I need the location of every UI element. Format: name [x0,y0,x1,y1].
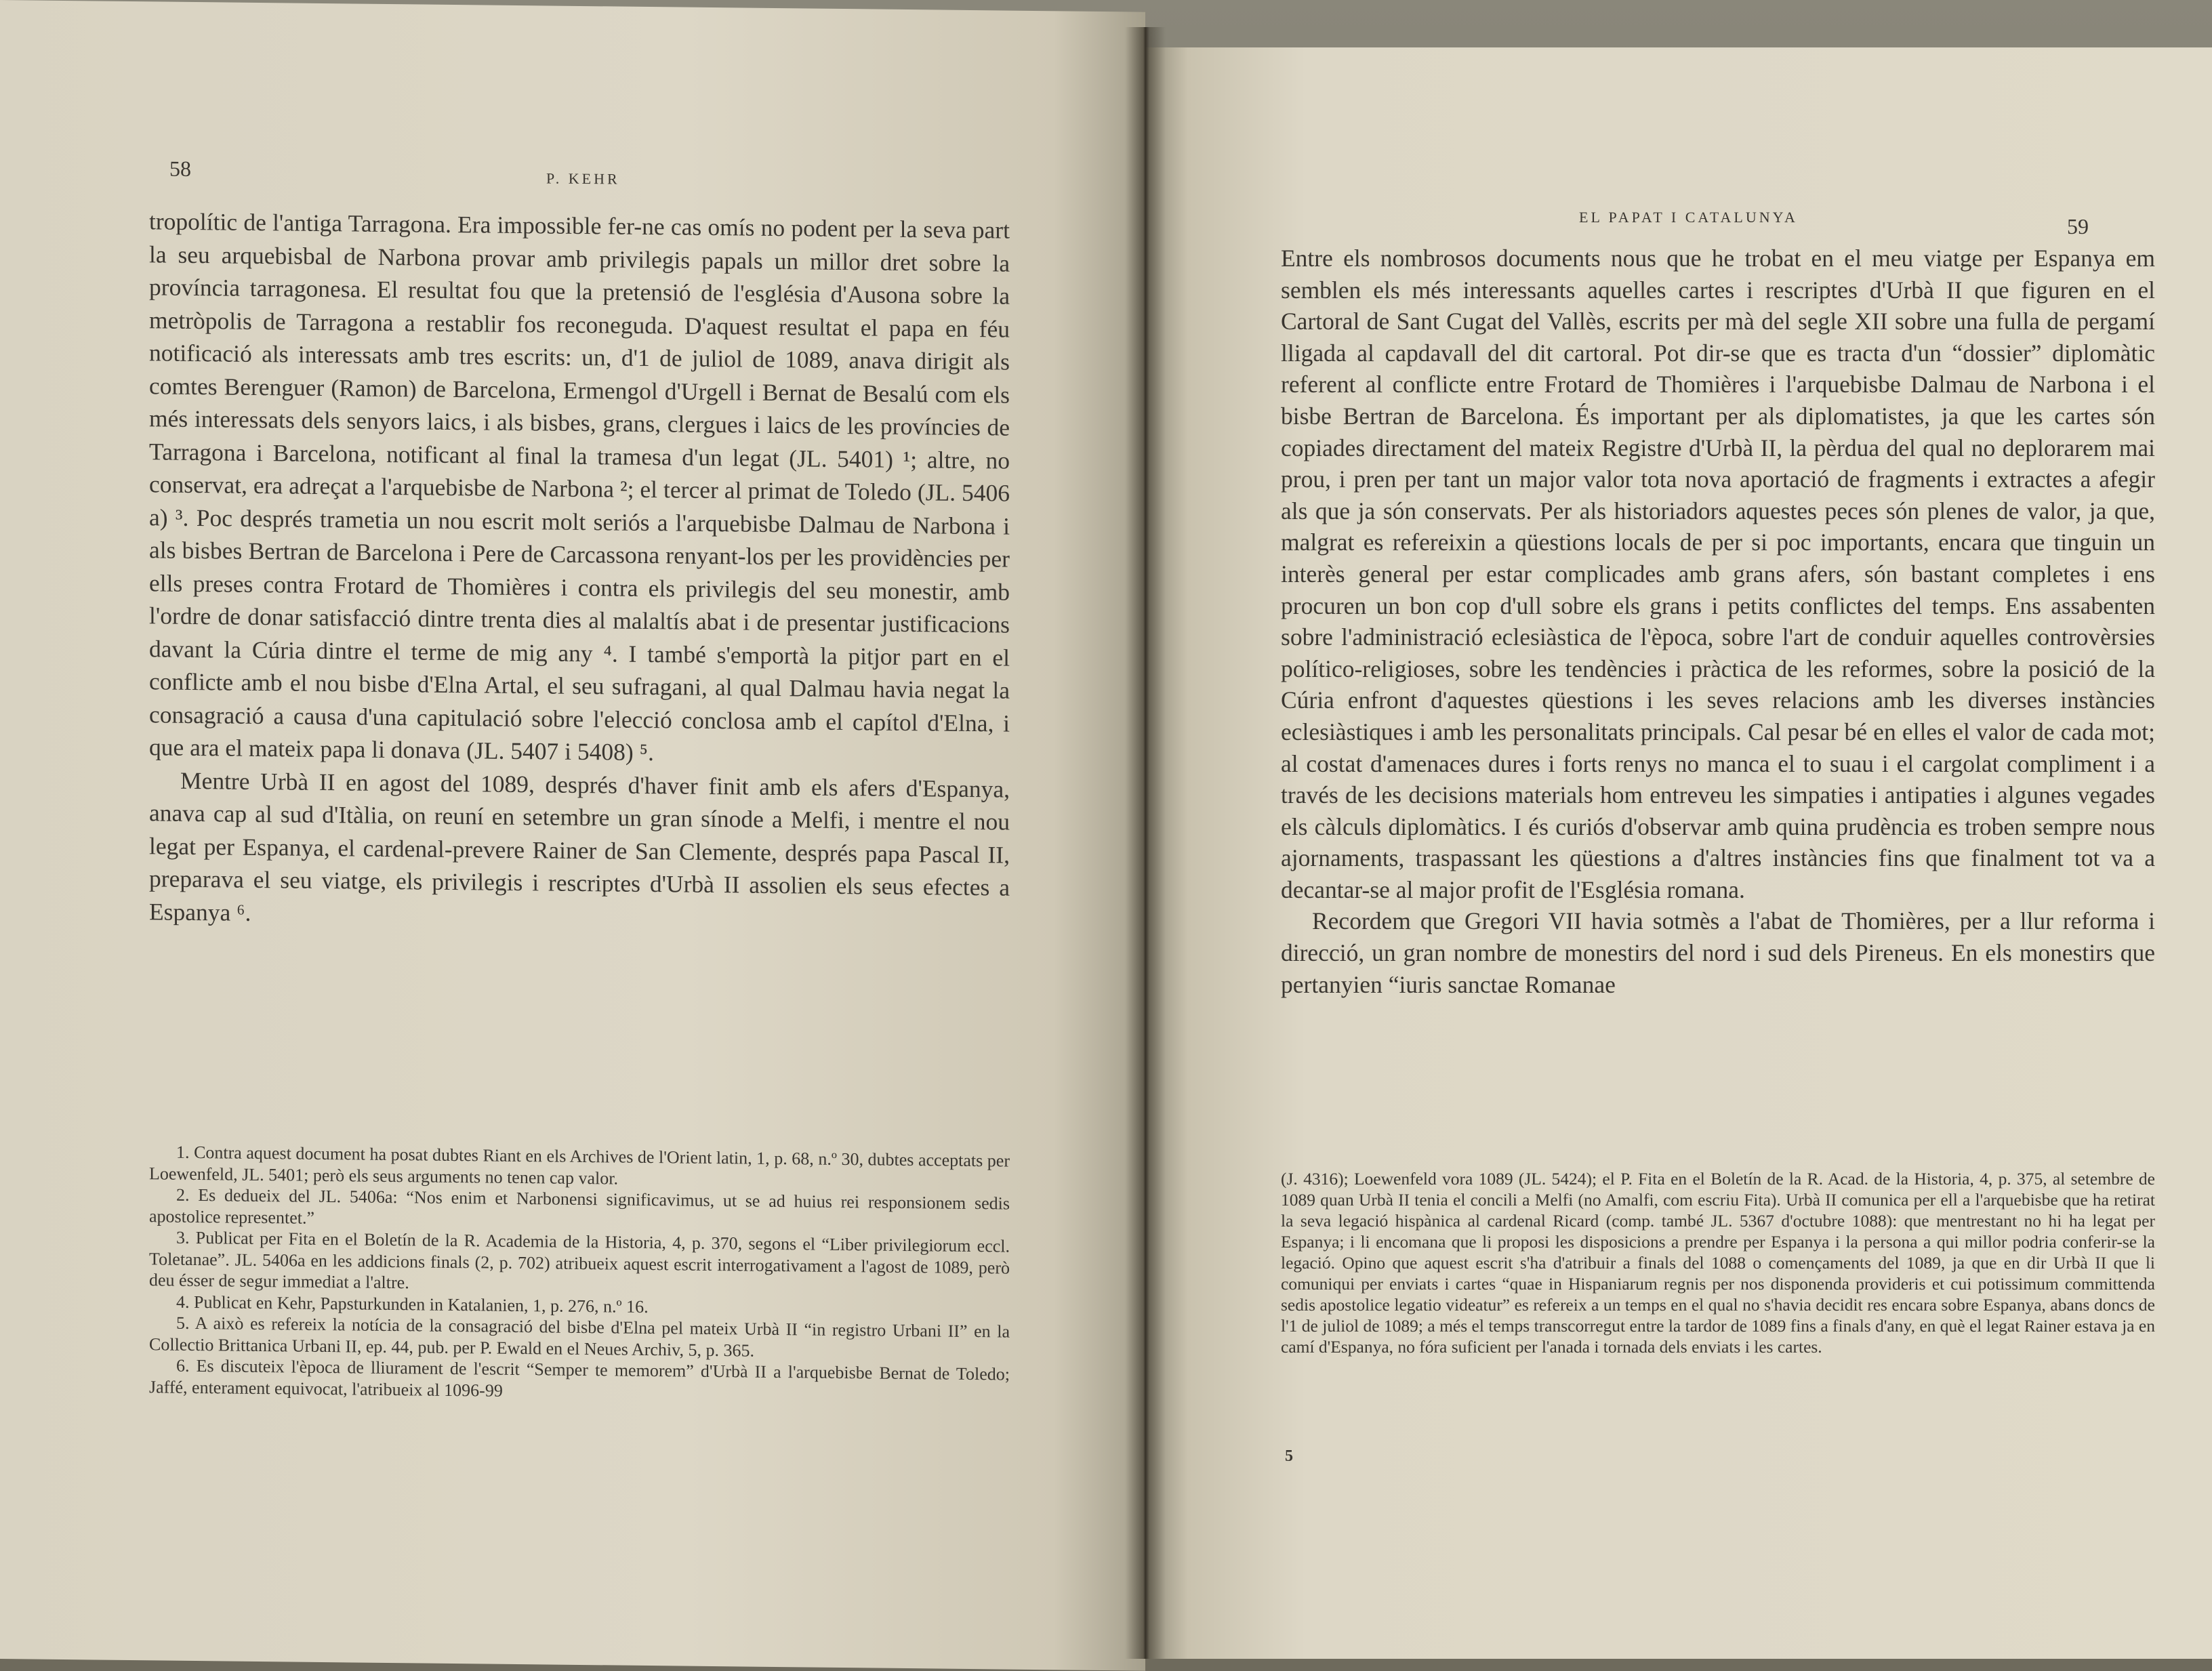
right-page [1145,47,2212,1659]
left-paragraph-1: tropolític de l'antiga Tarragona. Era impossible fer-ne cas omís no podent per la seva part la seu arquebisbal de Narbona provar amb privilegis papals un millor dret sobre la província tarragonesa. El resultat fou que la pretensió de l'església d'Ausona sobre la metròpolis de Tarragona a restablir fos reconeguda. D'aquest resultat el papa en féu notificació als interessats amb tres escrits: un, d'1 de juliol de 1089, anava dirigit als comtes Berenguer (Ramon) de Barcelona, Ermengol d'Urgell i Bernat de Besalú com els més interessats dels senyors laics, i als bisbes, grans, clergues i laics de les províncies de Tarragona i Barcelona, notificant al final la tramesa d'un legat (JL. 5401) ¹; altre, no conservat, era adreçat a l'arquebisbe de Narbona ²; el tercer al primat de Toledo (JL. 5406 a) ³. Poc després trametia un nou escrit molt seriós a l'arquebisbe Dalmau de Narbona i als bisbes Bertran de Barcelona i Pere de Carcassona renyant-los per les providències per ells preses contra Frotard de Thomières i contra els privilegis del seu monestir, amb l'ordre de donar satisfacció dintre trenta dies al malaltís abat i de presentar justificacions davant la Cúria dintre el terme de mig any ⁴. I també s'emportà la pitjor part en el conflicte amb el nou bisbe d'Elna Artal, el seu sufragani, al qual Dalmau havia negat la consagració a causa d'una capitulació sobre l'elecció conclosa amb el capítol d'Elna, i que ara el mateix papa li donava (JL. 5407 i 5408) ⁵. [149,207,1010,766]
footnote-1: 1. Contra aquest document ha posat dubtes Riant en els Archives de l'Orient latin, 1, p. 68, n.º 30, dubtes acceptats per Loewenfeld, JL. 5401; però els seus arguments no tenen cap valor. [149,1142,1010,1189]
right-footnote-continuation [1281,1168,2155,1357]
left-paragraph-2: Mentre Urbà II en agost del 1089, després d'haver finit amb els afers d'Espanya, anava cap al sud d'Itàlia, on reuní en setembre un gran sínode a Melfi, i mentre el nou legat per Espanya, el cardenal-prevere Rainer de San Clemente, després papa Pascal II, preparava el seu viatge, els privilegis i rescriptes d'Urbà II assolien els seus efectes a Espanya ⁶. [149,766,1010,926]
right-paragraph-1: Entre els nombrosos documents nous que he trobat en el meu viatge per Espanya em semblen els més interessants aquelles cartes i rescriptes d'Urbà II que figuren en el Cartoral de Sant Cugat del Vallès, escrits per mà del segle XII sobre una fulla de pergamí lligada al capdavall del dit cartoral. Pot dir-se que es tracta d'un “dossier” diplomàtic referent al conflicte entre Frotard de Thomières i l'arquebisbe Dalmau de Narbona i el bisbe Bertran de Barcelona. És important per als diplomatistes, ja que les cartes són copiades directament del mateix Registre d'Urbà II, la pèrdua del qual no deplorarem mai prou, i pren per tant un major valor tota nova aportació de fragments i extractes a afegir als que ja són conservats. Per als historiadors aquestes peces són plenes de valor, ja que, malgrat es refereixin a qüestions locals de per si poc importants, encara que tinguin un interès general per estar complicades amb grans afers, són bastant completes i ens procuren un bon cop d'ull sobre els grans i petits conflictes del temps. Ens assabenten sobre l'administració eclesiàstica de l'època, sobre l'art de conduir aquelles controvèrsies político-religioses, sobre les tendències i pràctica de les reformes, sobre la posició de la Cúria enfront d'aquestes qüestions i les seves relacions amb les diverses instàncies eclesiàstiques i amb les personalitats principals. Cal pesar bé en elles el valor de cada mot; al costat d'amenaces dures i forts renys no manca el to suau i el cargolat compliment i a través de les decisions materials hom entreveu les simpaties i antipaties i algunes vegades els càlculs diplomàtics. I és curiós d'observar amb quina prudència es troben sempre nous ajornaments, traspassant les qüestions a d'altres instàncies fins que finalment tot va a decantar-se al major profit de l'Església romana. [1281,245,2155,903]
right-page-number: 59 [2067,214,2089,239]
footnote-6: 6. Es discuteix l'època de lliurament de l'escrit “Semper te memorem” d'Urbà II a l'arquebisbe Bernat de Toledo; Jaffé, enterament equivocat, l'atribueix al 1096-99 [149,1355,1010,1401]
left-page-number: 58 [169,156,191,181]
footnote-3: 3. Publicat per Fita en el Boletín de la R. Academia de la Historia, 4, p. 370, segons el “Liber privilegiorum eccl. Toletanae”. JL. 5406a en les addicions finals (2, p. 702) atribueix aquest escrit interrogativament a l'agost de 1089, però deu ésser de segur immediat a l'altre. [149,1227,1010,1293]
left-body-text [149,205,1010,936]
left-running-head: P. KEHR [546,169,620,188]
left-footnotes [149,1141,1010,1406]
book-spine-shadow [1125,27,1166,1659]
footnote-4: 4. Publicat en Kehr, Papsturkunden in Katalanien, 1, p. 276, n.º 16. [176,1292,649,1317]
footnote-continuation-text: (J. 4316); Loewenfeld vora 1089 (JL. 5424); el P. Fita en el Boletín de la R. Acad. de la Historia, 4, p. 375, al setembre de 1089 quan Urbà II tenia el concili a Melfi (no Amalfi, com escriu Fita). Urbà II comunica per ell a l'arquebisbe que ha retirat la seva legació hispànica al cardenal Ricard (comp. també JL. 5367 d'octubre 1088): que mentrestant no hi ha legat per Espanya; i li encomana que li proposi les disposicions a prendre per Espanya i la persona a qui millor podria conferir-se la legació. Opino que aquest escrit s'ha d'atribuir a finals del 1088 o començaments del 1089, ja que en dir Urbà II que li comuniqui per enviats i cartes “quae in Hispaniarum regnis per nos disponenda provideris et cui potissimum committenda sedis apostolice legatio videatur” es refereix a un temps en el qual no s'havia decidit res encara sobre Espanya, abans doncs de l'1 de juliol de 1089; a més el temps transcorregut entre la tardor de 1089 fins a finals d'any, en què el legat Rainer estava ja en camí d'Espanya, no fóra suficient per l'anada i tornada dels enviats i les cartes. [1281,1169,2155,1357]
footnote-5: 5. A això es refereix la notícia de la consagració del bisbe d'Elna pel mateix Urbà II “in registro Urbani II” en la Collectio Brittanica Urbani II, ep. 44, pub. per P. Ewald en el Neues Archiv, 5, p. 365. [149,1313,1010,1361]
right-running-head: EL PAPAT I CATALUNYA [1579,209,1798,226]
right-paragraph-2: Recordem que Gregori VII havia sotmès a l'abat de Thomières, per a llur reforma i direcció, un gran nombre de monestirs del nord i sud dels Pireneus. En els monestirs que pertanyien “iuris sanctae Romanae [1281,907,2155,998]
right-body-text [1281,243,2155,1000]
signature-mark: 5 [1285,1447,1293,1465]
footnote-2: 2. Es dedueix del JL. 5406a: “Nos enim et Narbonensi significavimus, ut se ad huius rei responsionem sedis apostolice representet.” [149,1184,1010,1228]
